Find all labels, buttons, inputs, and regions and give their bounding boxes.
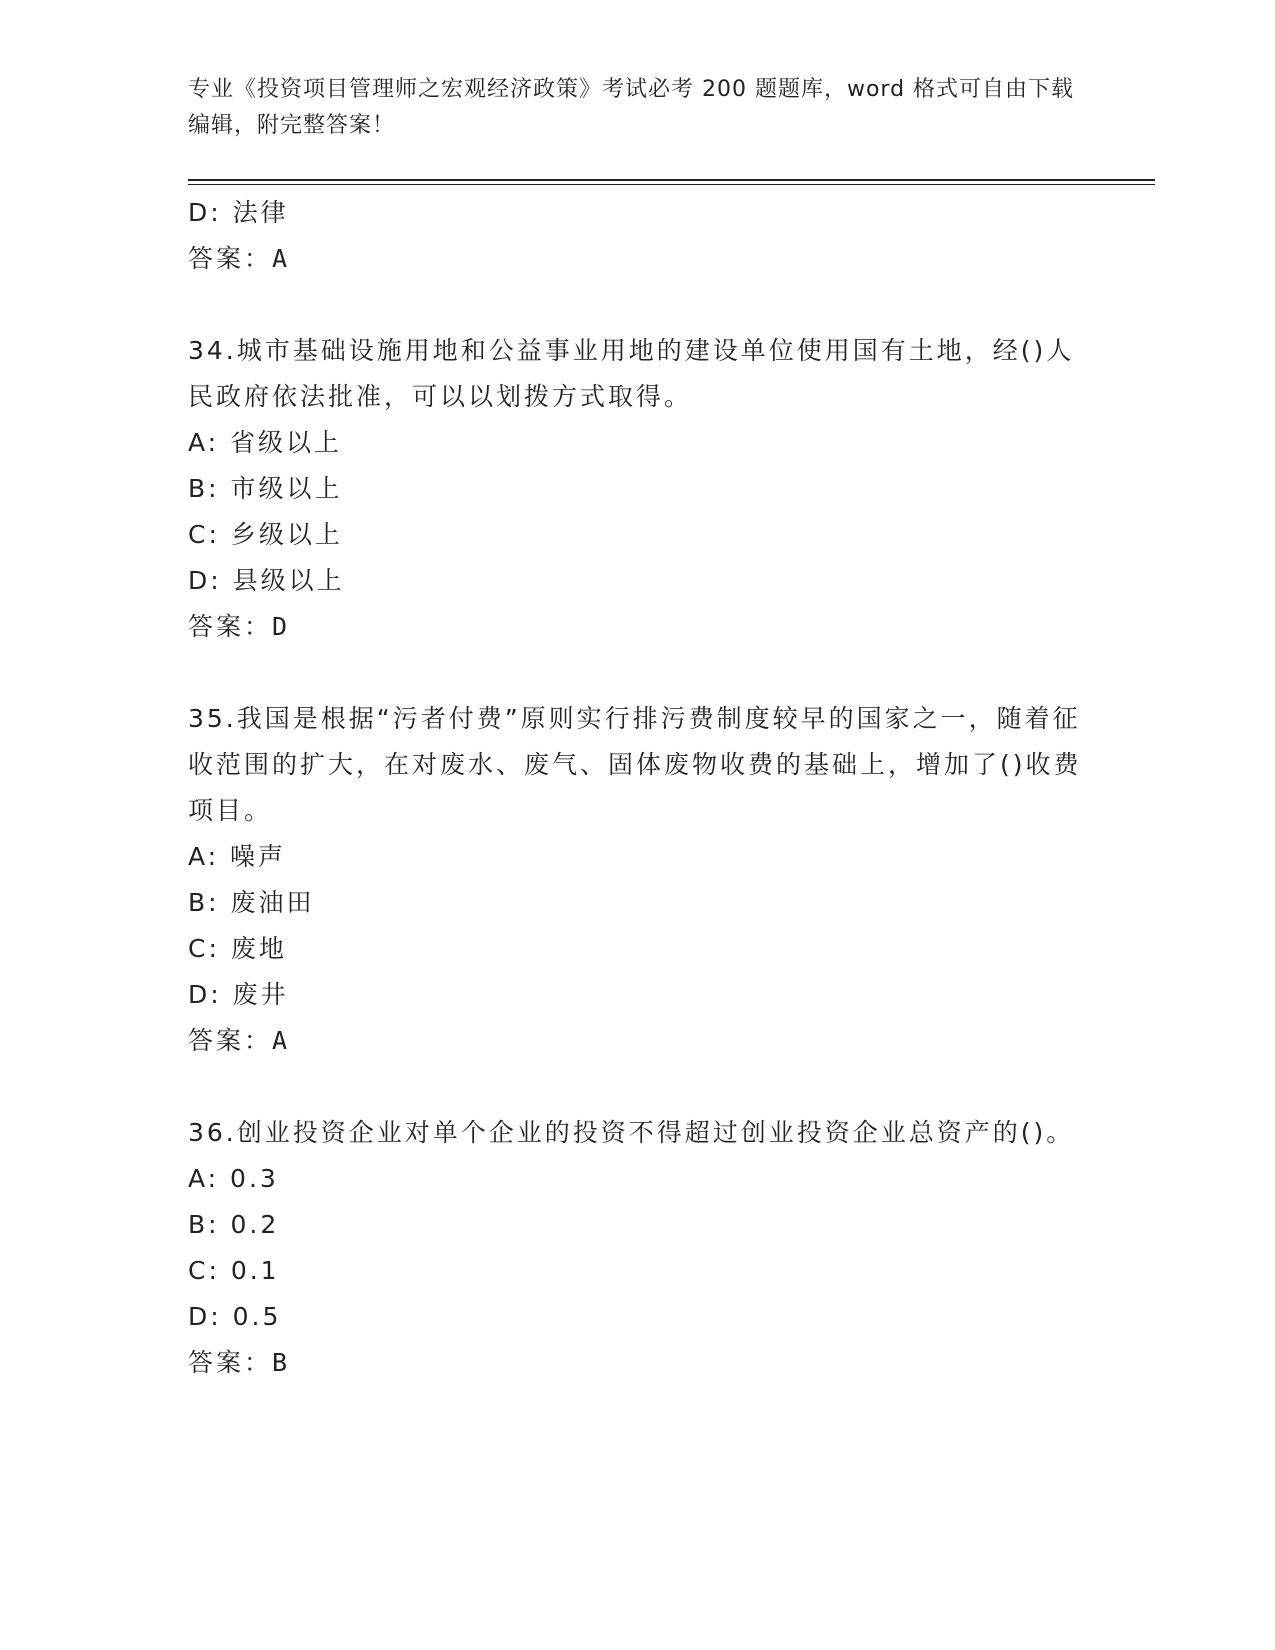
option-c: C: 0.1 xyxy=(188,1256,280,1285)
question-block-34 xyxy=(188,328,1088,650)
answer: 答案：B xyxy=(188,1348,291,1377)
option-c: C: 乡级以上 xyxy=(188,520,343,549)
header-title: 专业《投资项目管理师之宏观经济政策》考试必考 200 题题库，word 格式可自由下载编辑，附完整答案！ xyxy=(188,77,1075,138)
document-header xyxy=(188,72,1088,144)
option-b: B: 市级以上 xyxy=(188,474,343,503)
option-d: D: 法律 xyxy=(188,198,289,227)
question-text: 35.我国是根据“污者付费”原则实行排污费制度较早的国家之一，随着征收范围的扩大，在对废水、废气、固体废物收费的基础上，增加了()收费项目。 xyxy=(188,704,1082,825)
question-block-35 xyxy=(188,696,1088,1064)
header-divider xyxy=(188,179,1155,181)
option-a: A: 省级以上 xyxy=(188,428,343,457)
option-d: D: 0.5 xyxy=(188,1302,282,1331)
question-block-36 xyxy=(188,1110,1088,1386)
option-d: D: 废井 xyxy=(188,980,289,1009)
answer: 答案：D xyxy=(188,612,291,641)
question-list xyxy=(188,190,1088,1386)
answer: 答案：A xyxy=(188,1026,291,1055)
answer: 答案：A xyxy=(188,244,291,273)
option-d: D: 县级以上 xyxy=(188,566,345,595)
question-text: 34.城市基础设施用地和公益事业用地的建设单位使用国有土地，经()人民政府依法批准，可以以划拨方式取得。 xyxy=(188,336,1075,411)
header-divider-thin xyxy=(188,184,1155,185)
option-a: A: 0.3 xyxy=(188,1164,279,1193)
option-c: C: 废地 xyxy=(188,934,287,963)
option-a: A: 噪声 xyxy=(188,842,287,871)
option-b: B: 0.2 xyxy=(188,1210,280,1239)
option-b: B: 废油田 xyxy=(188,888,315,917)
question-text: 36.创业投资企业对单个企业的投资不得超过创业投资企业总资产的()。 xyxy=(188,1118,1075,1147)
